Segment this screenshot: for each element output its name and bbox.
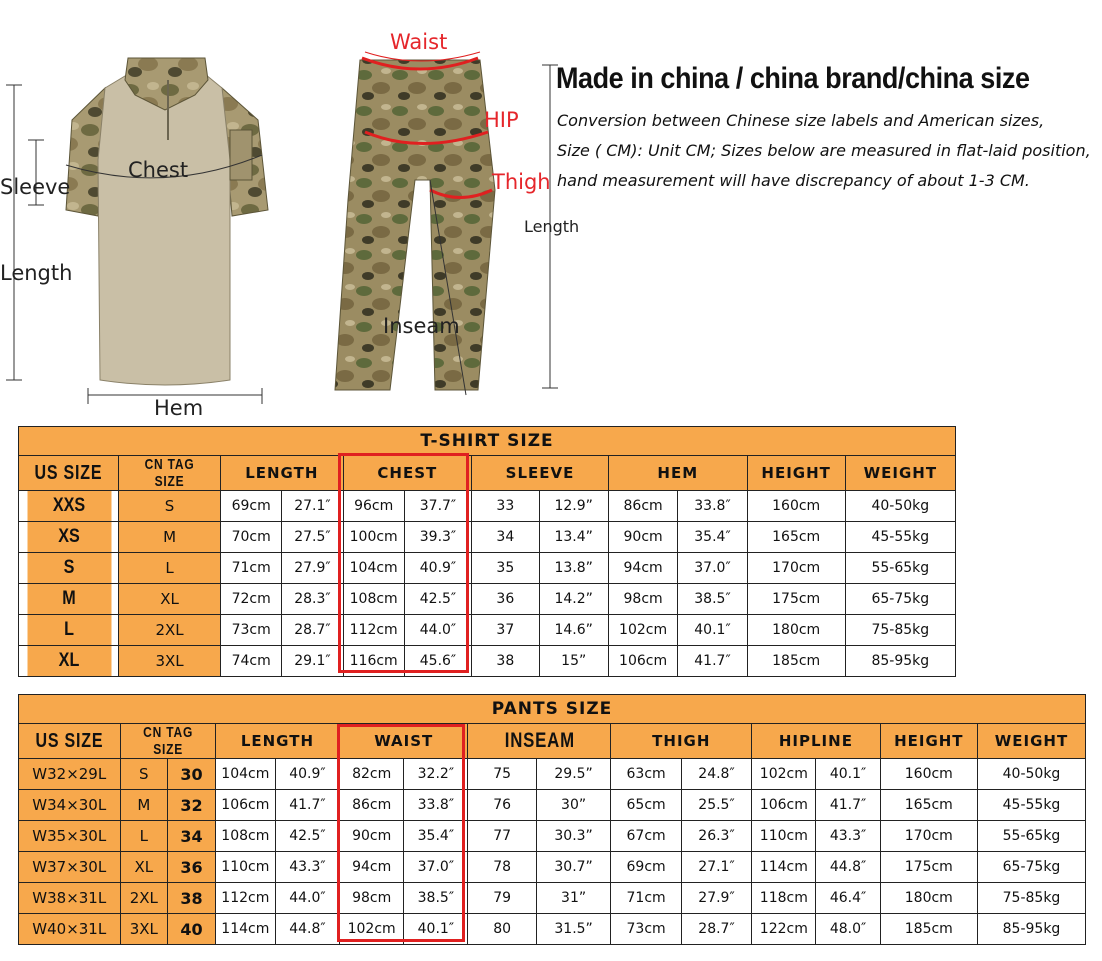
table-cell: 45-55kg — [977, 790, 1085, 821]
table-cell: 42.5″ — [275, 821, 339, 852]
table-cell: 35.4″ — [404, 821, 468, 852]
table-cell: 114cm — [215, 914, 275, 945]
table-cell: 90cm — [340, 821, 404, 852]
table-cell: 108cm — [343, 584, 404, 615]
table-cell: 102cm — [608, 615, 677, 646]
table-cell: 70cm — [221, 522, 282, 553]
table-cell: 40.9″ — [275, 759, 339, 790]
table-cell: 30.7” — [536, 852, 611, 883]
pants-header-us-size: US SIZE — [19, 724, 121, 759]
us-size-cell: M — [26, 584, 111, 615]
pants-header-height: HEIGHT — [880, 724, 977, 759]
us-size-cell: S — [26, 553, 111, 584]
table-cell: 180cm — [747, 615, 845, 646]
table-cell: 102cm — [752, 759, 816, 790]
cn-tag-number-cell: 40 — [168, 914, 216, 945]
us-size-cell: W35×30L — [19, 821, 121, 852]
table-cell: 37 — [472, 615, 539, 646]
table-cell: 33.8″ — [404, 790, 468, 821]
cn-tag-number-cell: 38 — [168, 883, 216, 914]
cn-tag-size-cell: XL — [119, 584, 221, 615]
table-cell: 33.8″ — [678, 491, 747, 522]
table-cell: 104cm — [215, 759, 275, 790]
table-cell: 48.0″ — [816, 914, 880, 945]
table-cell: 25.5″ — [681, 790, 751, 821]
us-size-cell: W32×29L — [19, 759, 121, 790]
pants-size-table — [18, 694, 1086, 945]
tshirt-table-body — [19, 491, 956, 677]
description-line-2: Size ( CM): Unit CM; Sizes below are measured in flat-laid position, — [557, 141, 1091, 160]
header-hem: HEM — [608, 456, 747, 491]
table-row — [19, 790, 1086, 821]
table-cell: 55-65kg — [845, 553, 955, 584]
table-cell: 79 — [468, 883, 536, 914]
table-cell: 73cm — [611, 914, 681, 945]
table-cell: 100cm — [343, 522, 404, 553]
cn-tag-size-cell: XL — [120, 852, 168, 883]
table-cell: 106cm — [752, 790, 816, 821]
table-cell: 175cm — [747, 584, 845, 615]
table-cell: 160cm — [880, 759, 977, 790]
table-cell: 29.1″ — [282, 646, 343, 677]
table-cell: 28.7″ — [282, 615, 343, 646]
table-cell: 31” — [536, 883, 611, 914]
table-cell: 28.3″ — [282, 584, 343, 615]
cn-tag-size-cell: S — [120, 759, 168, 790]
table-row — [19, 852, 1086, 883]
table-cell: 71cm — [221, 553, 282, 584]
header-height: HEIGHT — [747, 456, 845, 491]
table-cell: 38.5″ — [678, 584, 747, 615]
shirt-illustration — [0, 40, 300, 430]
pants-header-length: LENGTH — [215, 724, 339, 759]
pants-illustration — [320, 30, 560, 400]
table-cell: 24.8″ — [681, 759, 751, 790]
table-cell: 44.0″ — [404, 615, 471, 646]
table-cell: 45-55kg — [845, 522, 955, 553]
table-cell: 180cm — [880, 883, 977, 914]
table-cell: 98cm — [608, 584, 677, 615]
table-cell: 86cm — [340, 790, 404, 821]
table-cell: 90cm — [608, 522, 677, 553]
table-cell: 98cm — [340, 883, 404, 914]
inseam-label: Inseam — [383, 314, 460, 338]
table-cell: 86cm — [608, 491, 677, 522]
us-size-cell: W34×30L — [19, 790, 121, 821]
table-cell: 12.9” — [539, 491, 608, 522]
header-us-size: US SIZE — [19, 456, 119, 491]
pants-header-thigh: THIGH — [611, 724, 752, 759]
us-size-cell: XS — [26, 522, 111, 553]
table-row — [19, 491, 956, 522]
shirt-image — [0, 40, 300, 430]
table-cell: 43.3″ — [275, 852, 339, 883]
table-cell: 45.6″ — [404, 646, 471, 677]
us-size-cell: XL — [26, 646, 111, 677]
pants-header-cn-tag-size: CN TAG SIZE — [120, 724, 215, 759]
table-cell: 114cm — [752, 852, 816, 883]
table-cell: 28.7″ — [681, 914, 751, 945]
table-cell: 116cm — [343, 646, 404, 677]
pants-table-body — [19, 759, 1086, 945]
pants-header-hipline: HIPLINE — [752, 724, 880, 759]
hem-label: Hem — [154, 396, 204, 420]
table-cell: 26.3″ — [681, 821, 751, 852]
cn-tag-size-cell: L — [120, 821, 168, 852]
cn-tag-number-cell: 34 — [168, 821, 216, 852]
table-cell: 112cm — [343, 615, 404, 646]
table-row — [19, 553, 956, 584]
sleeve-label: Sleeve — [0, 175, 71, 199]
pants-header-row — [19, 724, 1086, 759]
cn-tag-size-cell: M — [119, 522, 221, 553]
description-line-3: hand measurement will have discrepancy of about 1-3 CM. — [557, 171, 1030, 190]
table-cell: 75 — [468, 759, 536, 790]
table-cell: 110cm — [215, 852, 275, 883]
pants-table-title: PANTS SIZE — [19, 695, 1086, 724]
table-cell: 39.3″ — [404, 522, 471, 553]
table-cell: 65cm — [611, 790, 681, 821]
table-cell: 118cm — [752, 883, 816, 914]
tshirt-header-row — [19, 456, 956, 491]
table-cell: 29.5” — [536, 759, 611, 790]
cn-tag-number-cell: 36 — [168, 852, 216, 883]
table-cell: 41.7″ — [275, 790, 339, 821]
table-cell: 27.1″ — [681, 852, 751, 883]
table-cell: 55-65kg — [977, 821, 1085, 852]
table-cell: 40.9″ — [404, 553, 471, 584]
table-cell: 165cm — [880, 790, 977, 821]
header-cn-tag-size: CN TAG SIZE — [119, 456, 221, 491]
table-cell: 112cm — [215, 883, 275, 914]
table-cell: 94cm — [340, 852, 404, 883]
chest-label: Chest — [128, 158, 189, 182]
header-length: LENGTH — [221, 456, 343, 491]
table-cell: 175cm — [880, 852, 977, 883]
shirt-length-label: Length — [0, 261, 73, 285]
table-cell: 96cm — [343, 491, 404, 522]
table-row — [19, 646, 956, 677]
table-cell: 30.3” — [536, 821, 611, 852]
table-cell: 80 — [468, 914, 536, 945]
us-size-cell: W37×30L — [19, 852, 121, 883]
table-cell: 106cm — [215, 790, 275, 821]
table-cell: 75-85kg — [977, 883, 1085, 914]
table-cell: 76 — [468, 790, 536, 821]
table-cell: 27.9″ — [282, 553, 343, 584]
table-row — [19, 914, 1086, 945]
table-cell: 65-75kg — [845, 584, 955, 615]
table-cell: 14.6” — [539, 615, 608, 646]
page-title: Made in china / china brand/china size — [556, 62, 1030, 95]
pants-header-waist: WAIST — [340, 724, 468, 759]
table-cell: 38 — [472, 646, 539, 677]
cn-tag-size-cell: 2XL — [119, 615, 221, 646]
table-cell: 36 — [472, 584, 539, 615]
table-cell: 40-50kg — [845, 491, 955, 522]
table-cell: 94cm — [608, 553, 677, 584]
us-size-cell: W40×31L — [19, 914, 121, 945]
table-cell: 33 — [472, 491, 539, 522]
table-cell: 122cm — [752, 914, 816, 945]
hip-label: HIP — [484, 108, 519, 132]
cn-tag-size-cell: 3XL — [119, 646, 221, 677]
pants-header-weight: WEIGHT — [977, 724, 1085, 759]
thigh-label: Thigh — [492, 170, 551, 194]
table-row — [19, 522, 956, 553]
header-sleeve: SLEEVE — [472, 456, 609, 491]
table-cell: 77 — [468, 821, 536, 852]
table-cell: 35 — [472, 553, 539, 584]
table-cell: 15” — [539, 646, 608, 677]
cn-tag-number-cell: 30 — [168, 759, 216, 790]
table-cell: 106cm — [608, 646, 677, 677]
table-cell: 41.7″ — [816, 790, 880, 821]
table-cell: 32.2″ — [404, 759, 468, 790]
header-weight: WEIGHT — [845, 456, 955, 491]
pants-title-row — [19, 695, 1086, 724]
us-size-cell: XXS — [26, 491, 111, 522]
table-cell: 40.1″ — [678, 615, 747, 646]
pants-length-label: Length — [524, 217, 580, 236]
table-cell: 44.8″ — [275, 914, 339, 945]
table-cell: 170cm — [747, 553, 845, 584]
table-cell: 44.0″ — [275, 883, 339, 914]
table-cell: 27.9″ — [681, 883, 751, 914]
table-cell: 27.5″ — [282, 522, 343, 553]
table-cell: 82cm — [340, 759, 404, 790]
table-cell: 31.5” — [536, 914, 611, 945]
table-cell: 78 — [468, 852, 536, 883]
cn-tag-size-cell: S — [119, 491, 221, 522]
table-cell: 42.5″ — [404, 584, 471, 615]
us-size-cell: W38×31L — [19, 883, 121, 914]
table-cell: 37.7″ — [404, 491, 471, 522]
table-cell: 44.8″ — [816, 852, 880, 883]
cn-tag-size-cell: 3XL — [120, 914, 168, 945]
tshirt-title-row — [19, 427, 956, 456]
description-line-1: Conversion between Chinese size labels and American sizes, — [557, 111, 1045, 130]
cn-tag-number-cell: 32 — [168, 790, 216, 821]
table-cell: 40.1″ — [816, 759, 880, 790]
table-cell: 185cm — [747, 646, 845, 677]
table-cell: 73cm — [221, 615, 282, 646]
table-cell: 43.3″ — [816, 821, 880, 852]
table-cell: 67cm — [611, 821, 681, 852]
table-cell: 63cm — [611, 759, 681, 790]
table-cell: 37.0″ — [404, 852, 468, 883]
table-cell: 74cm — [221, 646, 282, 677]
table-row — [19, 883, 1086, 914]
table-row — [19, 584, 956, 615]
table-cell: 13.4” — [539, 522, 608, 553]
table-cell: 27.1″ — [282, 491, 343, 522]
table-cell: 69cm — [221, 491, 282, 522]
table-cell: 38.5″ — [404, 883, 468, 914]
table-cell: 35.4″ — [678, 522, 747, 553]
table-cell: 165cm — [747, 522, 845, 553]
table-cell: 75-85kg — [845, 615, 955, 646]
table-cell: 34 — [472, 522, 539, 553]
tshirt-table-title: T-SHIRT SIZE — [19, 427, 956, 456]
table-row — [19, 615, 956, 646]
table-cell: 72cm — [221, 584, 282, 615]
table-cell: 71cm — [611, 883, 681, 914]
table-cell: 30” — [536, 790, 611, 821]
table-cell: 40-50kg — [977, 759, 1085, 790]
table-cell: 110cm — [752, 821, 816, 852]
cn-tag-size-cell: L — [119, 553, 221, 584]
table-cell: 65-75kg — [977, 852, 1085, 883]
table-cell: 14.2” — [539, 584, 608, 615]
pants-image — [320, 30, 560, 400]
header-chest: CHEST — [343, 456, 472, 491]
table-cell: 104cm — [343, 553, 404, 584]
table-row — [19, 759, 1086, 790]
table-cell: 85-95kg — [977, 914, 1085, 945]
tshirt-size-table — [18, 426, 956, 677]
table-cell: 185cm — [880, 914, 977, 945]
table-row — [19, 821, 1086, 852]
cn-tag-size-cell: M — [120, 790, 168, 821]
table-cell: 108cm — [215, 821, 275, 852]
table-cell: 41.7″ — [678, 646, 747, 677]
table-cell: 40.1″ — [404, 914, 468, 945]
table-cell: 37.0″ — [678, 553, 747, 584]
pants-header-inseam: INSEAM — [468, 724, 611, 759]
waist-label: Waist — [390, 30, 448, 54]
table-cell: 102cm — [340, 914, 404, 945]
table-cell: 13.8” — [539, 553, 608, 584]
table-cell: 85-95kg — [845, 646, 955, 677]
us-size-cell: L — [26, 615, 111, 646]
table-cell: 160cm — [747, 491, 845, 522]
table-cell: 69cm — [611, 852, 681, 883]
cn-tag-size-cell: 2XL — [120, 883, 168, 914]
table-cell: 46.4″ — [816, 883, 880, 914]
table-cell: 170cm — [880, 821, 977, 852]
